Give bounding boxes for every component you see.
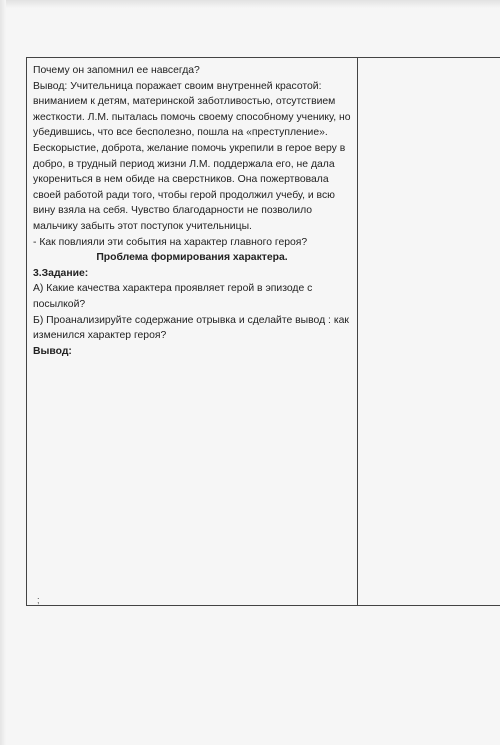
- task-b-text: Б) Проанализируйте содержание отрывка и сделайте вывод : как изменился характер героя?: [33, 314, 349, 342]
- left-cell-content: [33, 63, 351, 359]
- page-shadow-left: [0, 0, 6, 745]
- page-shadow-top: [0, 0, 500, 8]
- task-a-text: А) Какие качества характера проявляет герой в эпизоде с посылкой?: [33, 283, 313, 310]
- worksheet-table: [26, 57, 500, 606]
- follow-up-question: - Как повлияли эти события на характер главного героя?: [33, 236, 308, 248]
- column-divider: [357, 58, 358, 605]
- conclusion-label: Вывод:: [33, 345, 72, 357]
- question-text: Почему он запомнил ее навсегда?: [33, 65, 200, 76]
- section-heading: Проблема формирования характера.: [96, 252, 288, 264]
- footnote-mark: ;: [37, 595, 40, 605]
- task-label: 3.Задание:: [33, 267, 89, 279]
- answer-text: Вывод: Учительница поражает своим внутренней красотой: вниманием к детям, материнской заботливостью, отсутствием жесткости. Л.М. пыталась помочь своему способному ученику, но убедившись, что все бесполезно, пошла на «преступление». Бескорыстие, доброта, желание помочь укрепили в герое веру в добро, в трудный период жизни Л.М. поддержала его, не дала укорениться в нем обиде на сверстников. Она пожертвовала своей работой ради того, чтобы герой продолжил учебу, и всю вину взяла на себя. Чувство благодарности не позволило мальчику забыть этот поступок учительницы.: [33, 80, 351, 232]
